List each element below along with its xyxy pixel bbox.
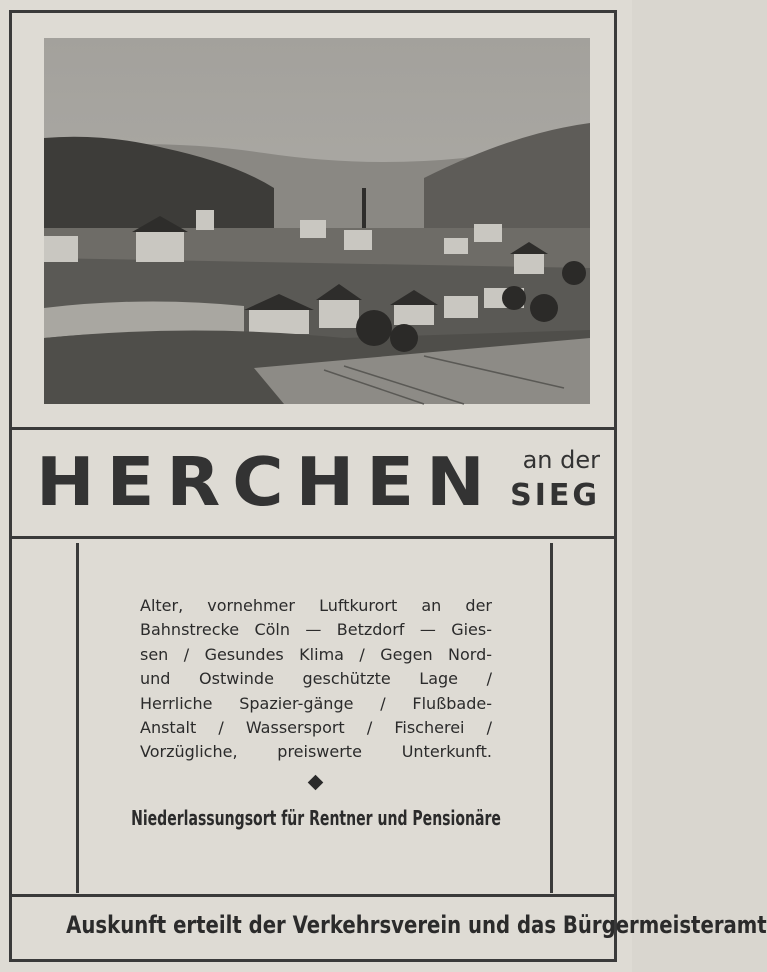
town-name-title: HERCHEN: [36, 443, 497, 521]
description-line: Herrliche Spazier-gänge / Flußbade-: [140, 693, 492, 713]
description-line: Bahnstrecke Cöln — Betzdorf — Gies-: [140, 620, 492, 640]
description-line: und Ostwinde geschützte Lage /: [140, 669, 492, 689]
footer-banner: [12, 894, 767, 958]
tagline: Niederlassungsort für Rentner und Pensionäre: [131, 806, 501, 830]
description-line: sen / Gesundes Klima / Gegen Nord-: [140, 644, 492, 664]
description-line: Anstalt / Wassersport / Fischerei /: [140, 718, 492, 738]
landscape-illustration: [44, 38, 590, 404]
description-line: Vorzügliche, preiswerte Unterkunft.: [140, 742, 492, 762]
town-photograph: [44, 38, 590, 404]
footer-text: Auskunft erteilt der Verkehrsverein und das Bürgermeisteramt: [66, 911, 767, 939]
left-rule: [76, 543, 79, 893]
description-text: [140, 594, 492, 765]
subtitle-line-2: SIEG: [510, 478, 600, 513]
title-banner: [12, 427, 614, 539]
right-rule: [550, 543, 553, 893]
subtitle-line-1: an der: [522, 446, 600, 474]
subtitle: [510, 444, 600, 516]
description-line: Alter, vornehmer Luftkurort an der: [140, 596, 492, 615]
